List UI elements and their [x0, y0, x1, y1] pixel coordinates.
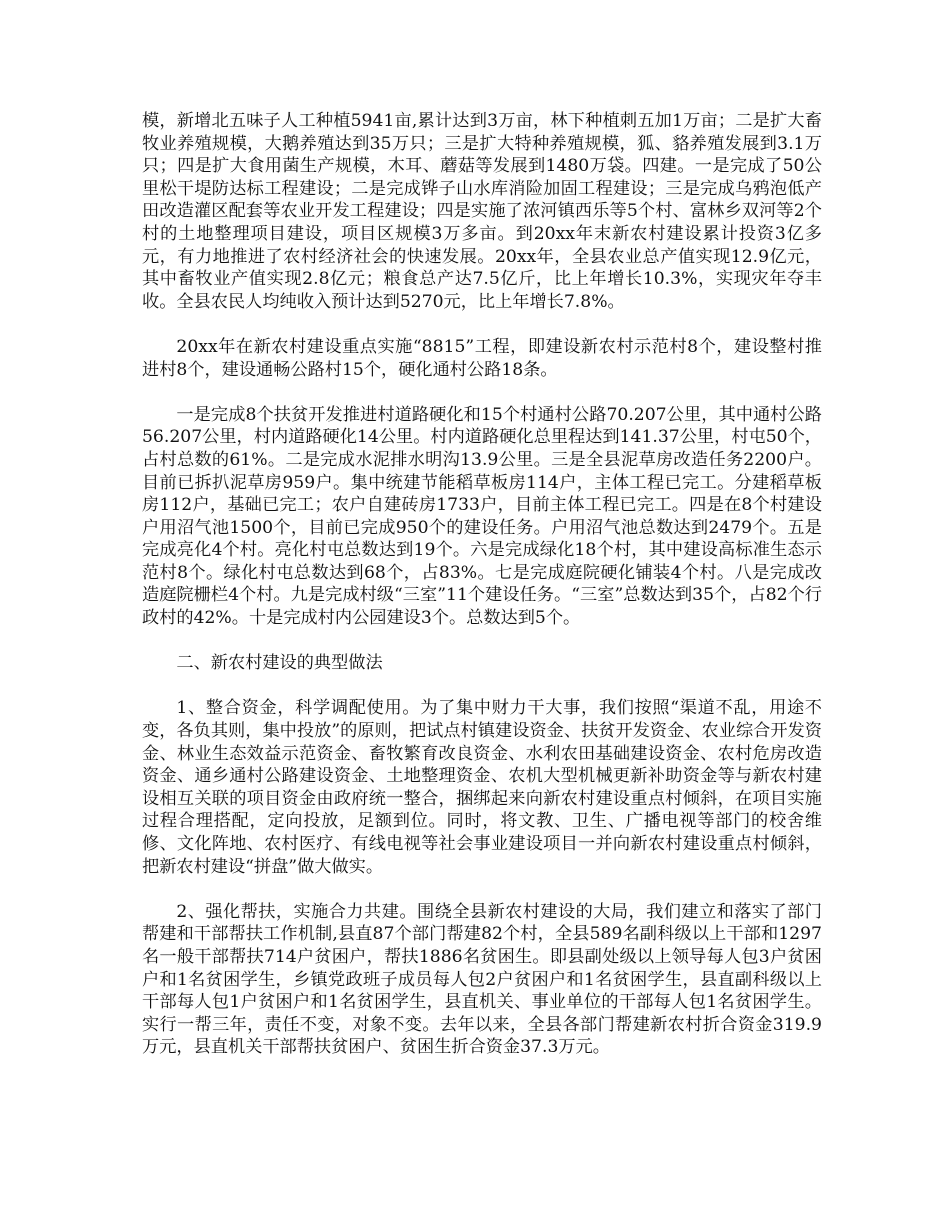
paragraph-8815-project: 20xx年在新农村建设重点实施“8815”工程，即建设新农村示范村8个，建设整村推进村8个，建设通畅公路村15个，硬化通村公路18条。	[142, 336, 822, 380]
paragraph-assistance: 2、强化帮扶，实施合力共建。围绕全县新农村建设的大局，我们建立和落实了部门帮建和干部帮扶工作机制,县直87个部门帮建82个村，全县589名副科级以上干部和1297名一般干部帮扶714户贫困户，帮扶1886名贫困生。即县副处级以上领导每人包3户贫困户和1名贫困学生，乡镇党政班子成员每人包2户贫困户和1名贫困学生，县直副科级以上干部每人包1户贫困户和1名贫困学生，县直机关、事业单位的干部每人包1名贫困学生。实行一帮三年，责任不变，对象不变。去年以来，全县各部门帮建新农村折合资金319.9万元，县直机关干部帮扶贫困户、贫困生折合资金37.3万元。	[142, 901, 822, 1058]
section-heading: 二、新农村建设的典型做法	[176, 653, 383, 674]
document-page	[142, 110, 822, 1082]
paragraph-achievements: 一是完成8个扶贫开发推进村道路硬化和15个村通村公路70.207公里，其中通村公路56.207公里，村内道路硬化14公里。村内道路硬化总里程达到141.37公里，村屯50个，占村总数的61%。二是完成水泥排水明沟13.9公里。三是全县泥草房改造任务2200户。目前已拆扒泥草房959户。集中统建节能稻草板房114户，主体工程已完工。分建稻草板房112户，基础已完工；农户自建砖房1733户，目前主体工程已完工。四是在8个村建设户用沼气池1500个，目前已完成950个的建设任务。户用沼气池总数达到2479个。五是完成亮化4个村。亮化村屯总数达到19个。六是完成绿化18个村，其中建设高标准生态示范村8个。绿化村屯总数达到68个，占83%。七是完成庭院硬化铺装4个村。八是完成改造庭院栅栏4个村。九是完成村级“三室”11个建设任务。“三室”总数达到35个，占82个行政村的42%。十是完成村内公园建设3个。总数达到5个。	[142, 404, 822, 629]
paragraph-funding: 1、整合资金，科学调配使用。为了集中财力干大事，我们按照“渠道不乱，用途不变，各负其则，集中投放”的原则，把试点村镇建设资金、扶贫开发资金、农业综合开发资金、林业生态效益示范资金、畜牧繁育改良资金、水利农田基础建设资金、农村危房改造资金、通乡通村公路建设资金、土地整理资金、农机大型机械更新补助资金等与新农村建设相互关联的项目资金由政府统一整合，捆绑起来向新农村建设重点村倾斜，在项目实施过程合理搭配，定向投放，足额到位。同时，将文教、卫生、广播电视等部门的校舍维修、文化阵地、农村医疗、有线电视等社会事业建设项目一并向新农村建设重点村倾斜，把新农村建设“拼盘”做大做实。	[142, 698, 822, 877]
paragraph-continuation: 模，新增北五味子人工种植5941亩,累计达到3万亩，林下种植刺五加1万亩；二是扩大畜牧业养殖规模，大鹅养殖达到35万只；三是扩大特种养殖规模，狐、貉养殖发展到3.1万只；四是扩大食用菌生产规模，木耳、蘑菇等发展到1480万袋。四建。一是完成了50公里松干堤防达标工程建设；二是完成铧子山水库消险加固工程建设；三是完成乌鸦泡低产田改造灌区配套等农业开发工程建设；四是实施了浓河镇西乐等5个村、富林乡双河等2个村的土地整理项目建设，项目区规模3万多亩。到20xx年末新农村建设累计投资3亿多元，有力地推进了农村经济社会的快速发展。20xx年，全县农业总产值实现12.9亿元，其中畜牧业产值实现2.8亿元；粮食总产达7.5亿斤，比上年增长10.3%，实现灾年夺丰收。全县农民人均纯收入预计达到5270元，比上年增长7.8%。	[142, 111, 822, 312]
